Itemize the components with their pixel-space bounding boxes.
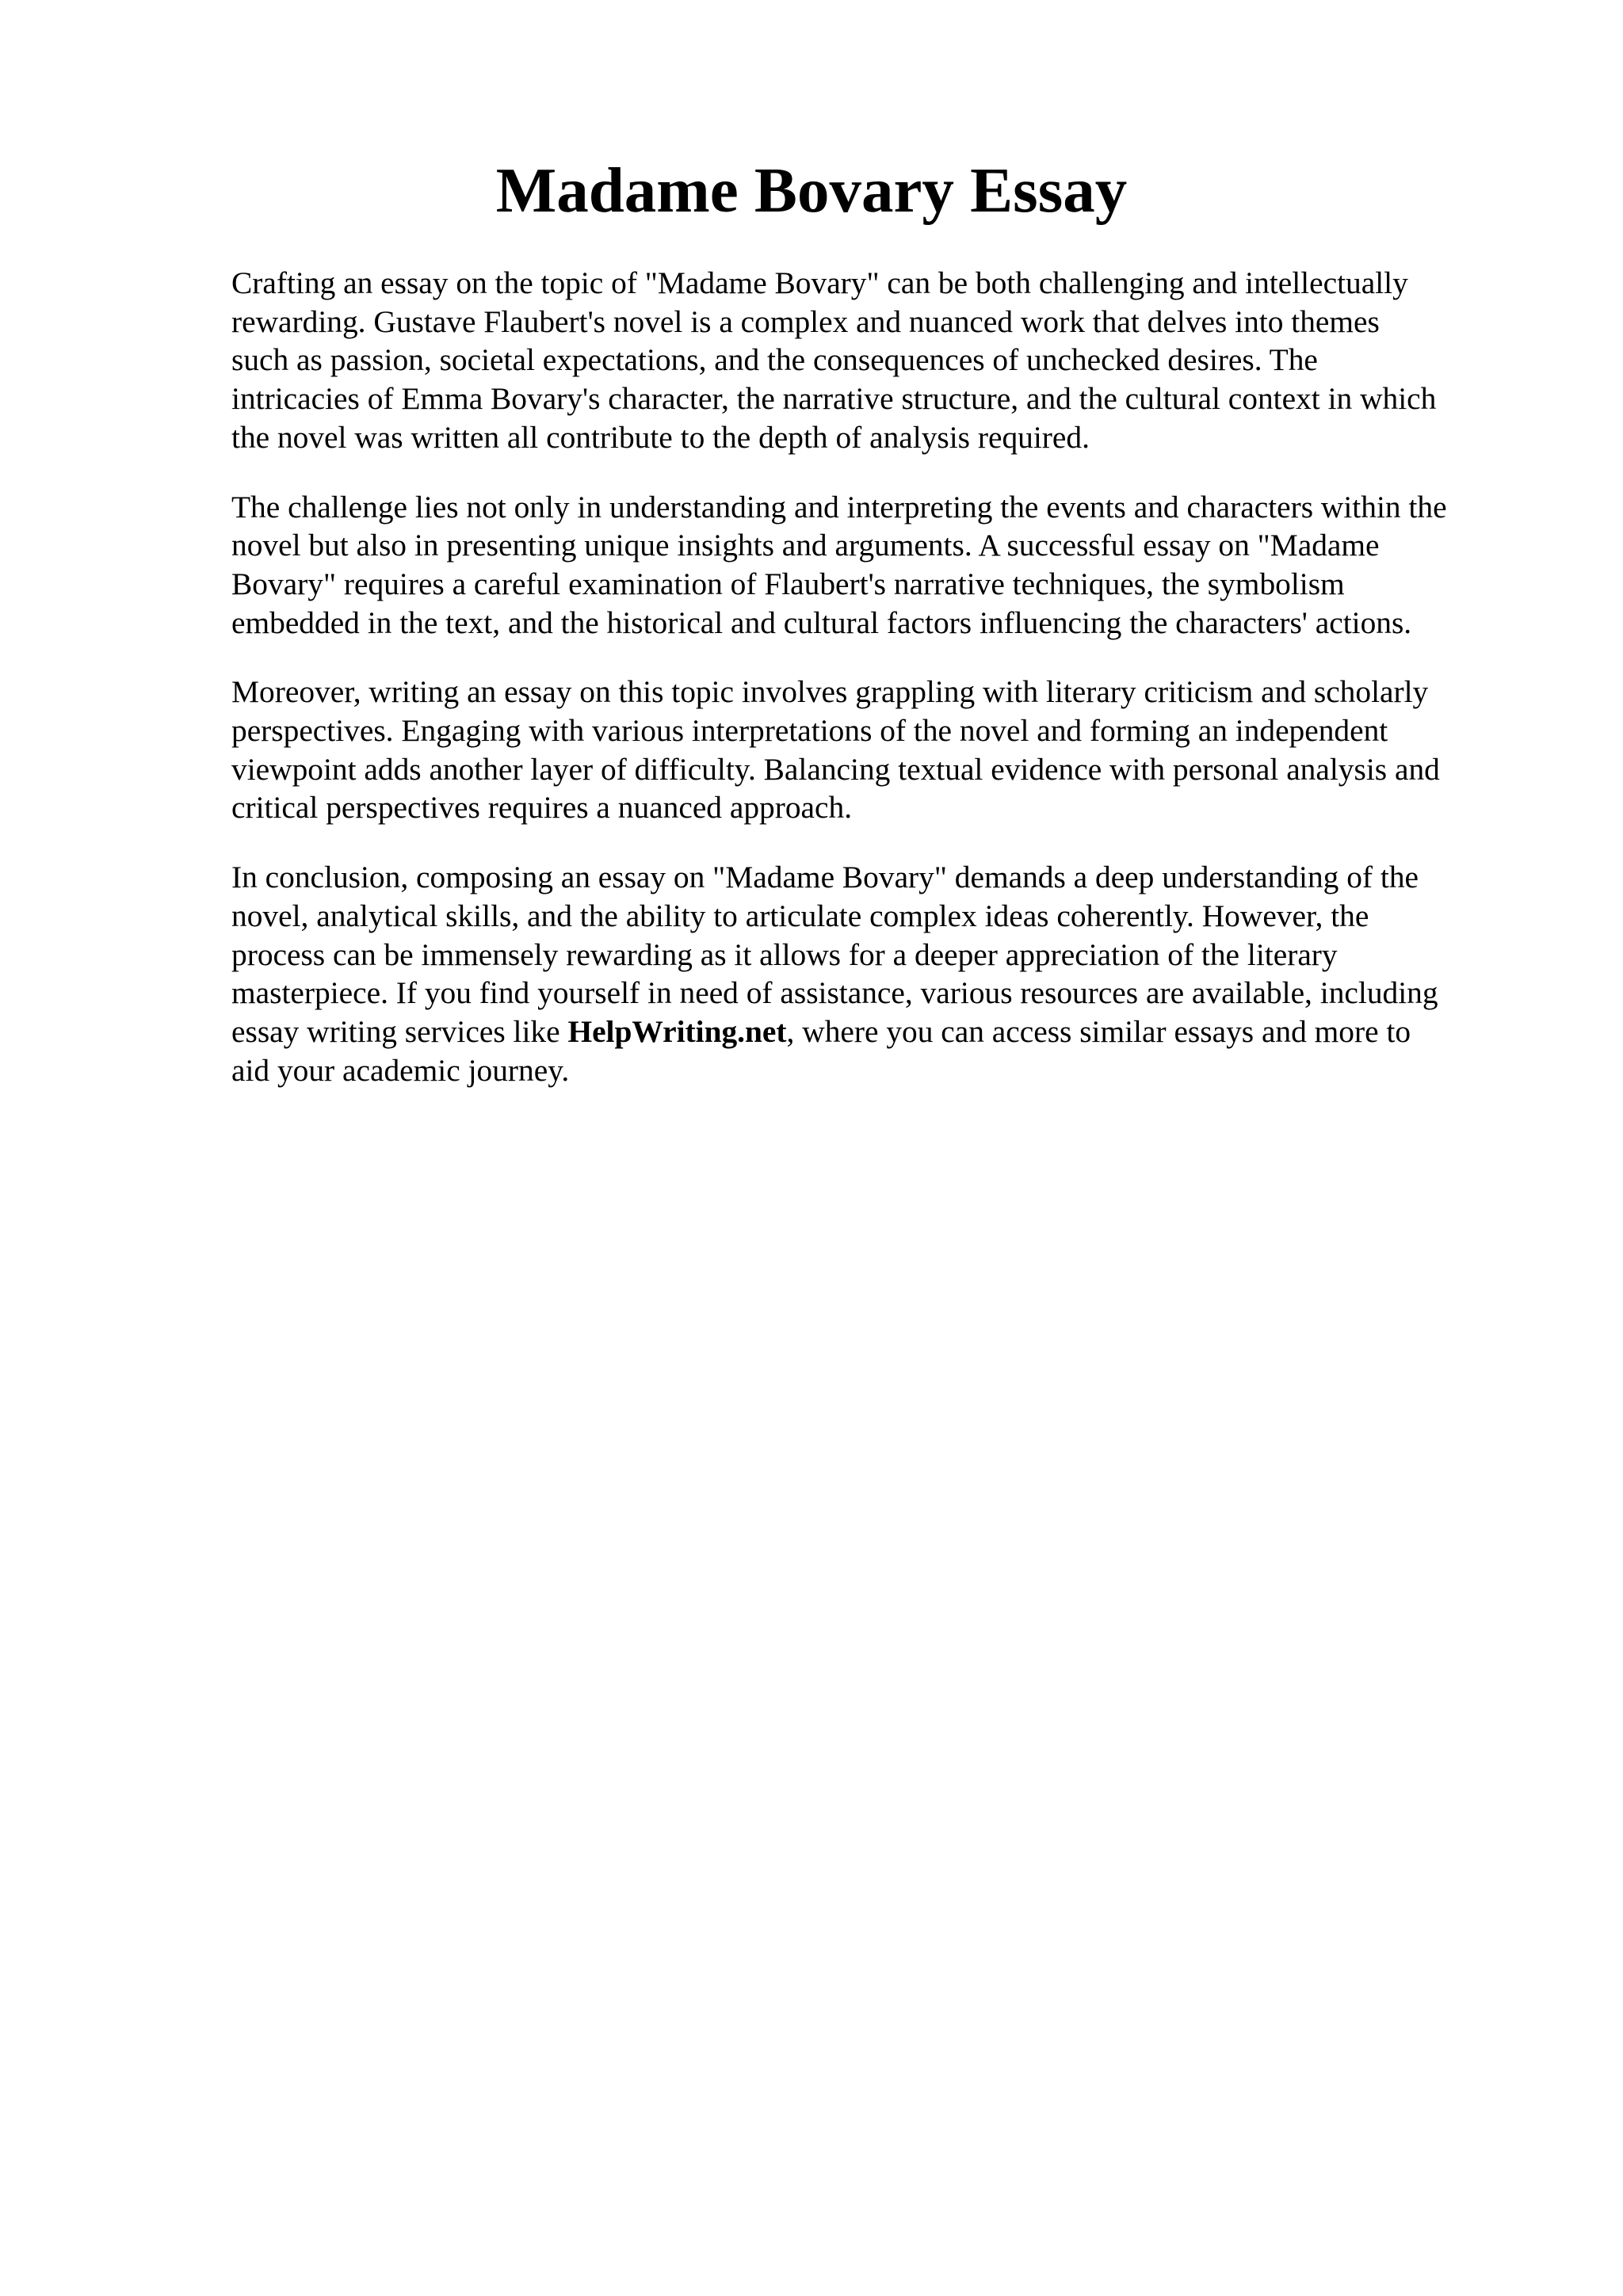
paragraph-4	[231, 858, 1531, 1089]
page-title: Madame Bovary Essay	[495, 154, 1128, 226]
text-line: Moreover, writing an essay on this topic involves grappling with literary criticism and scholarly	[231, 674, 1429, 710]
text-fragment: essay writing services like	[231, 1013, 568, 1049]
text-line: critical perspectives requires a nuanced approach.	[231, 790, 853, 826]
text-line: viewpoint adds another layer of difficulty. Balancing textual evidence with personal analysis and	[231, 751, 1440, 787]
text-line: the novel was written all contribute to the depth of analysis required.	[231, 419, 1090, 455]
text-line: Bovary" requires a careful examination of Flaubert's narrative techniques, the symbolism	[231, 566, 1345, 601]
text-line: novel, analytical skills, and the ability to articulate complex ideas coherently. However, the	[231, 898, 1369, 933]
text-line: perspectives. Engaging with various interpretations of the novel and forming an independent	[231, 713, 1388, 749]
paragraph-2	[231, 488, 1531, 643]
text-line: In conclusion, composing an essay on "Madame Bovary" demands a deep understanding of the	[231, 860, 1419, 895]
text-line: process can be immensely rewarding as it allows for a deeper appreciation of the literary	[231, 936, 1338, 972]
text-fragment: , where you can access similar essays and more to	[786, 1013, 1411, 1049]
text-line: rewarding. Gustave Flaubert's novel is a complex and nuanced work that delves into themes	[231, 303, 1380, 339]
helpwriting-link[interactable]: HelpWriting.net	[567, 1013, 787, 1049]
text-line: aid your academic journey.	[231, 1052, 570, 1088]
essay-body	[231, 264, 1531, 1120]
text-line-with-link	[231, 1013, 1531, 1051]
text-line: novel but also in presenting unique insights and arguments. A successful essay on "Madame	[231, 528, 1380, 563]
text-line: such as passion, societal expectations, and the consequences of unchecked desires. The	[231, 342, 1318, 378]
text-line: embedded in the text, and the historical and cultural factors influencing the characters' actions.	[231, 605, 1412, 640]
text-line: The challenge lies not only in understanding and interpreting the events and characters within the	[231, 489, 1447, 524]
paragraph-3	[231, 673, 1531, 827]
text-line: intricacies of Emma Bovary's character, the narrative structure, and the cultural context in which	[231, 381, 1437, 417]
text-line: masterpiece. If you find yourself in need of assistance, various resources are available, including	[231, 975, 1438, 1011]
paragraph-1	[231, 264, 1531, 457]
text-line: Crafting an essay on the topic of "Madame Bovary" can be both challenging and intellectually	[231, 265, 1408, 300]
